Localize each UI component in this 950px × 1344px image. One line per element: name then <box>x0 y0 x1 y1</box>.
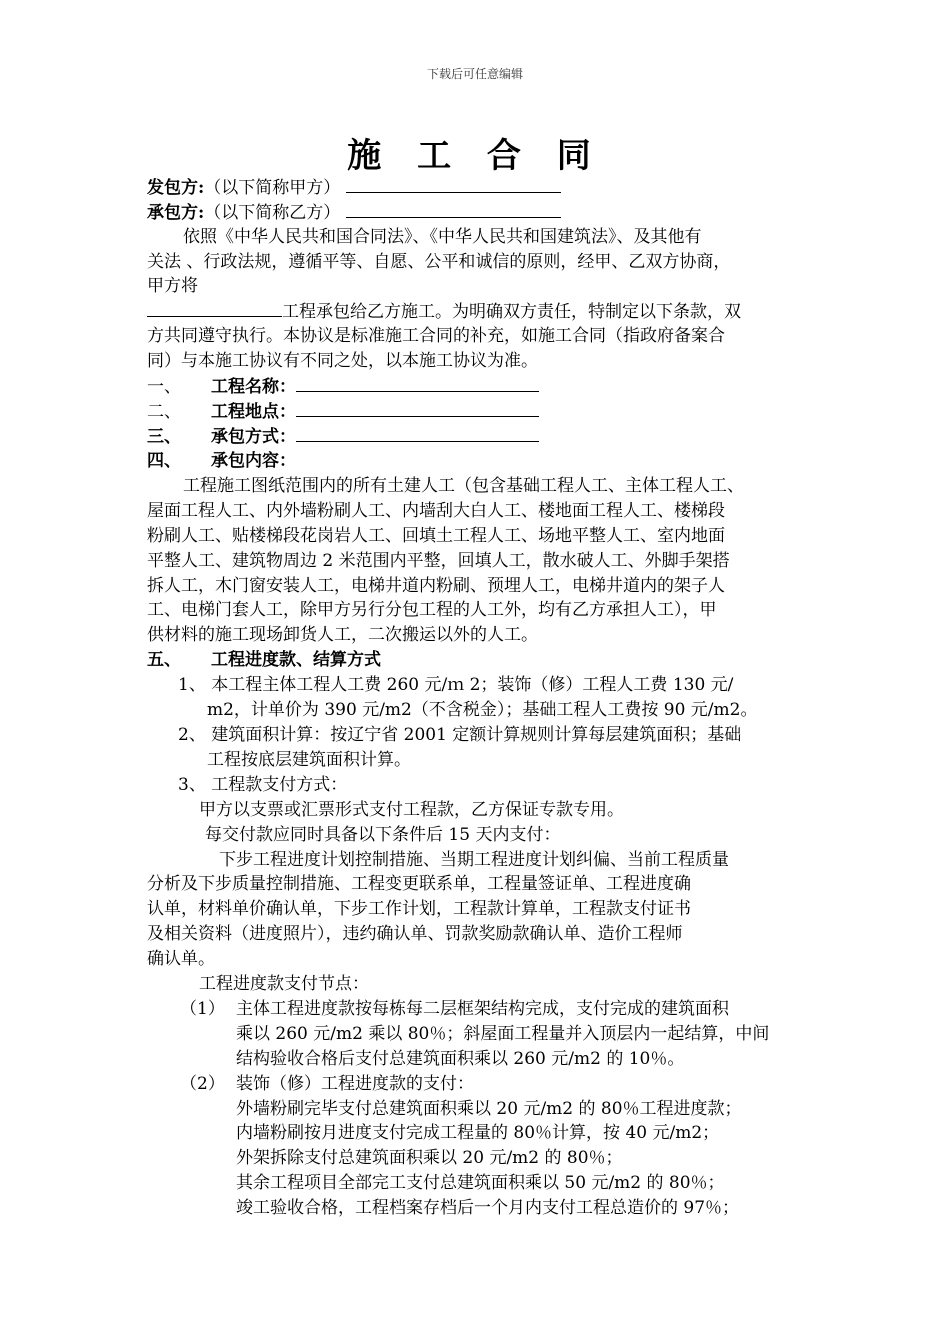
section-3 <box>147 424 539 449</box>
party-a-line <box>147 175 561 200</box>
node-1-line: 主体工程进度款按每栋每二层框架结构完成，支付完成的建筑面积 <box>236 999 729 1019</box>
party-b-label: 承包方: <box>147 203 205 223</box>
scope-line: 屋面工程人工、内外墙粉刷人工、内墙刮大白人工、楼地面工程人工、楼梯段 <box>147 501 725 521</box>
party-a-label: 发包方: <box>147 178 205 198</box>
section-label: 工程名称： <box>211 377 296 397</box>
payment-line: 确认单。 <box>147 949 215 969</box>
node-2-line: 内墙粉刷按月进度支付完成工程量的 80％计算，按 40 元/m2； <box>236 1123 720 1143</box>
scope-line: 拆人工，木门窗安装人工，电梯井道内粉刷、预埋人工，电梯井道内的架子人 <box>147 576 725 596</box>
item-line: 工程按底层建筑面积计算。 <box>207 750 411 770</box>
section-number: 二、 <box>147 402 181 422</box>
contract-mode-blank <box>296 424 539 442</box>
item-line: 2、 建筑面积计算：按辽宁省 2001 定额计算规则计算每层建筑面积；基础 <box>178 725 742 745</box>
intro-line: 依照《中华人民共和国合同法》、《中华人民共和国建筑法》、及其他有 <box>183 227 702 247</box>
payment-line: 每交付款应同时具备以下条件后 15 天内支付： <box>205 825 561 845</box>
node-2-line: 外墙粉刷完毕支付总建筑面积乘以 20 元/m2 的 80％工程进度款； <box>236 1099 742 1119</box>
node-2-line: 外架拆除支付总建筑面积乘以 20 元/m2 的 80％； <box>236 1148 623 1168</box>
section-label: 工程地点： <box>211 402 296 422</box>
node-1-line: 乘以 260 元/m2 乘以 80％；斜屋面工程量并入顶层内一起结算，中间 <box>236 1024 770 1044</box>
party-a-blank <box>346 175 561 193</box>
party-b-note: （以下简称乙方） <box>204 203 341 223</box>
item-line: 3、 工程款支付方式： <box>178 775 348 795</box>
section-5 <box>147 648 381 672</box>
party-a-note: （以下简称甲方） <box>204 178 341 198</box>
intro-line: 甲方将 <box>147 276 198 296</box>
node-1-number: （1） <box>180 999 225 1019</box>
item-line: 1、 本工程主体工程人工费 260 元/ｍ 2；装饰（修）工程人工费 130 元/ <box>178 675 734 695</box>
section-label: 承包方式： <box>211 427 296 447</box>
payment-line: 及相关资料（进度照片），违约确认单、罚款奖励款确认单、造价工程师 <box>147 924 683 944</box>
section-number: 三、 <box>147 427 181 447</box>
section-1 <box>147 374 539 399</box>
section-label: 承包内容： <box>211 451 296 471</box>
section-2 <box>147 399 539 424</box>
section-number: 五、 <box>147 650 181 670</box>
node-2-line: 装饰（修）工程进度款的支付： <box>236 1074 474 1094</box>
node-1-line: 结构验收合格后支付总建筑面积乘以 260 元/m2 的 10％。 <box>236 1049 685 1069</box>
scope-line: 工程施工图纸范围内的所有土建人工（包含基础工程人工、主体工程人工、 <box>183 476 744 496</box>
intro-line: 关法 、行政法规，遵循平等、自愿、公平和诚信的原则，经甲、乙双方协商， <box>147 252 731 272</box>
node-2-line: 竣工验收合格，工程档案存档后一个月内支付工程总造价的 97％； <box>236 1198 740 1218</box>
section-label: 工程进度款、结算方式 <box>211 650 381 670</box>
project-location-blank <box>296 399 539 417</box>
project-name-blank <box>296 374 539 392</box>
section-4 <box>147 449 296 473</box>
node-2-number: （2） <box>180 1074 225 1094</box>
party-b-line <box>147 200 561 225</box>
intro-line: 方共同遵守执行。本协议是标准施工合同的补充，如施工合同（指政府备案合 <box>147 326 725 346</box>
contract-title: 施 工 合 同 <box>347 136 603 176</box>
section-number: 四、 <box>147 451 181 471</box>
scope-line: 粉刷人工、贴楼梯段花岗岩人工、回填土工程人工、场地平整人工、室内地面 <box>147 526 725 546</box>
party-b-blank <box>346 200 561 218</box>
payment-line: 工程进度款支付节点： <box>199 974 369 994</box>
payment-line: 下步工程进度计划控制措施、当期工程进度计划纠偏、当前工程质量 <box>219 850 729 870</box>
intro-line: 同）与本施工协议有不同之处，以本施工协议为准。 <box>147 351 538 371</box>
section-number: 一、 <box>147 377 181 397</box>
item-line: m2，计单价为 390 元/m2（不含税金）；基础工程人工费按 90 元/m2。 <box>207 700 758 720</box>
header-note: 下载后可任意编辑 <box>426 67 523 81</box>
intro-line: 工程承包给乙方施工。为明确双方责任，特制定以下条款，双 <box>282 302 741 322</box>
payment-line: 甲方以支票或汇票形式支付工程款，乙方保证专款专用。 <box>199 800 624 820</box>
scope-line: 供材料的施工现场卸货人工，二次搬运以外的人工。 <box>147 625 538 645</box>
project-blank <box>147 299 282 317</box>
payment-line: 分析及下步质量控制措施、工程变更联系单，工程量签证单、工程进度确 <box>147 874 691 894</box>
intro-line-with-blank <box>147 299 741 324</box>
node-2-line: 其余工程项目全部完工支付总建筑面积乘以 50 元/m2 的 80％； <box>236 1173 725 1193</box>
scope-line: 工、电梯门套人工，除甲方另行分包工程的人工外，均有乙方承担人工），甲 <box>147 600 717 620</box>
payment-line: 认单，材料单价确认单，下步工作计划，工程款计算单，工程款支付证书 <box>147 899 691 919</box>
scope-line: 平整人工、建筑物周边 2 米范围内平整，回填人工，散水破人工、外脚手架搭 <box>147 551 730 571</box>
